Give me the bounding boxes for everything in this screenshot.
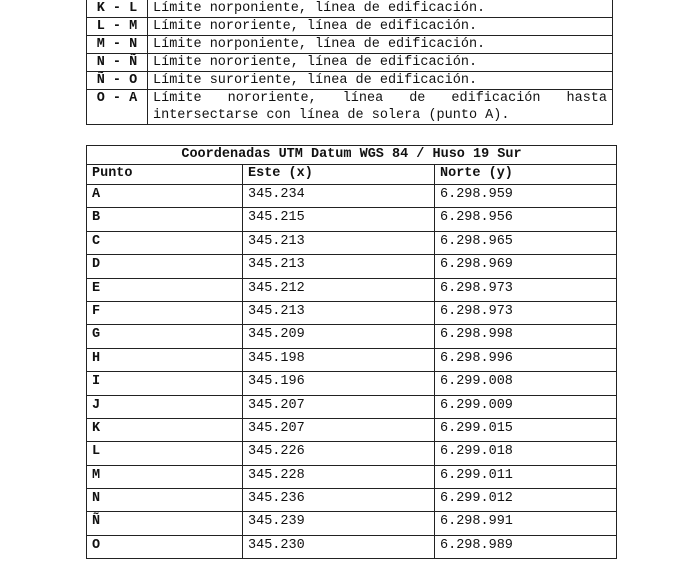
table-row: [87, 489, 617, 512]
header-este: Este (x): [243, 165, 435, 185]
segment-label: K - L: [87, 0, 148, 18]
segment-description: Límite norponiente, línea de edificación.: [148, 36, 613, 54]
este-cell: 345.198: [243, 348, 435, 371]
table-row: [87, 418, 617, 441]
segment-row: [87, 54, 613, 72]
table-row: [87, 348, 617, 371]
este-cell: 345.226: [243, 442, 435, 465]
este-cell: 345.209: [243, 325, 435, 348]
este-cell: 345.196: [243, 372, 435, 395]
punto-cell: J: [87, 395, 243, 418]
norte-cell: 6.298.959: [435, 185, 617, 208]
este-cell: 345.213: [243, 301, 435, 324]
table-header-row: [87, 165, 617, 185]
segment-label: O - A: [87, 90, 148, 125]
segment-description: Límite nororiente, línea de edificación.: [148, 54, 613, 72]
table-row: [87, 442, 617, 465]
segment-description: Límite norponiente, línea de edificación.: [148, 0, 613, 18]
segment-description: Límite nororiente, línea de edificación.: [148, 18, 613, 36]
table-row: [87, 231, 617, 254]
segment-label: N - Ñ: [87, 54, 148, 72]
este-cell: 345.213: [243, 231, 435, 254]
segment-description: Límite nororiente, línea de edificación hasta intersectarse con línea de solera (punto A).: [148, 90, 613, 125]
segment-row: [87, 0, 613, 18]
norte-cell: 6.299.008: [435, 372, 617, 395]
norte-cell: 6.298.965: [435, 231, 617, 254]
este-cell: 345.213: [243, 255, 435, 278]
segment-description: Límite suroriente, línea de edificación.: [148, 72, 613, 90]
punto-cell: G: [87, 325, 243, 348]
table-row: [87, 278, 617, 301]
header-punto: Punto: [87, 165, 243, 185]
table-row: [87, 185, 617, 208]
norte-cell: 6.298.969: [435, 255, 617, 278]
punto-cell: M: [87, 465, 243, 488]
header-norte: Norte (y): [435, 165, 617, 185]
punto-cell: K: [87, 418, 243, 441]
este-cell: 345.236: [243, 489, 435, 512]
norte-cell: 6.299.018: [435, 442, 617, 465]
punto-cell: I: [87, 372, 243, 395]
segment-row: [87, 72, 613, 90]
boundary-segments-table: [86, 0, 613, 125]
este-cell: 345.215: [243, 208, 435, 231]
punto-cell: B: [87, 208, 243, 231]
punto-cell: H: [87, 348, 243, 371]
norte-cell: 6.298.973: [435, 301, 617, 324]
punto-cell: A: [87, 185, 243, 208]
segment-row: [87, 90, 613, 125]
este-cell: 345.207: [243, 418, 435, 441]
norte-cell: 6.298.991: [435, 512, 617, 535]
punto-cell: E: [87, 278, 243, 301]
este-cell: 345.230: [243, 535, 435, 558]
este-cell: 345.228: [243, 465, 435, 488]
este-cell: 345.212: [243, 278, 435, 301]
norte-cell: 6.298.996: [435, 348, 617, 371]
table-row: [87, 208, 617, 231]
punto-cell: C: [87, 231, 243, 254]
segment-row: [87, 18, 613, 36]
punto-cell: F: [87, 301, 243, 324]
este-cell: 345.207: [243, 395, 435, 418]
table-title-row: [87, 146, 617, 165]
norte-cell: 6.298.956: [435, 208, 617, 231]
punto-cell: L: [87, 442, 243, 465]
segment-row: [87, 36, 613, 54]
table-row: [87, 372, 617, 395]
table-row: [87, 512, 617, 535]
segment-label: Ñ - O: [87, 72, 148, 90]
punto-cell: D: [87, 255, 243, 278]
table-row: [87, 301, 617, 324]
table-row: [87, 325, 617, 348]
norte-cell: 6.299.011: [435, 465, 617, 488]
table-row: [87, 255, 617, 278]
segment-label: M - N: [87, 36, 148, 54]
norte-cell: 6.299.015: [435, 418, 617, 441]
norte-cell: 6.299.012: [435, 489, 617, 512]
table-row: [87, 535, 617, 558]
norte-cell: 6.298.973: [435, 278, 617, 301]
table-row: [87, 465, 617, 488]
utm-coordinates-table: [86, 145, 617, 559]
norte-cell: 6.298.998: [435, 325, 617, 348]
norte-cell: 6.299.009: [435, 395, 617, 418]
punto-cell: N: [87, 489, 243, 512]
este-cell: 345.239: [243, 512, 435, 535]
punto-cell: O: [87, 535, 243, 558]
norte-cell: 6.298.989: [435, 535, 617, 558]
table-row: [87, 395, 617, 418]
table-title: Coordenadas UTM Datum WGS 84 / Huso 19 Sur: [87, 146, 617, 165]
segment-label: L - M: [87, 18, 148, 36]
punto-cell: Ñ: [87, 512, 243, 535]
este-cell: 345.234: [243, 185, 435, 208]
